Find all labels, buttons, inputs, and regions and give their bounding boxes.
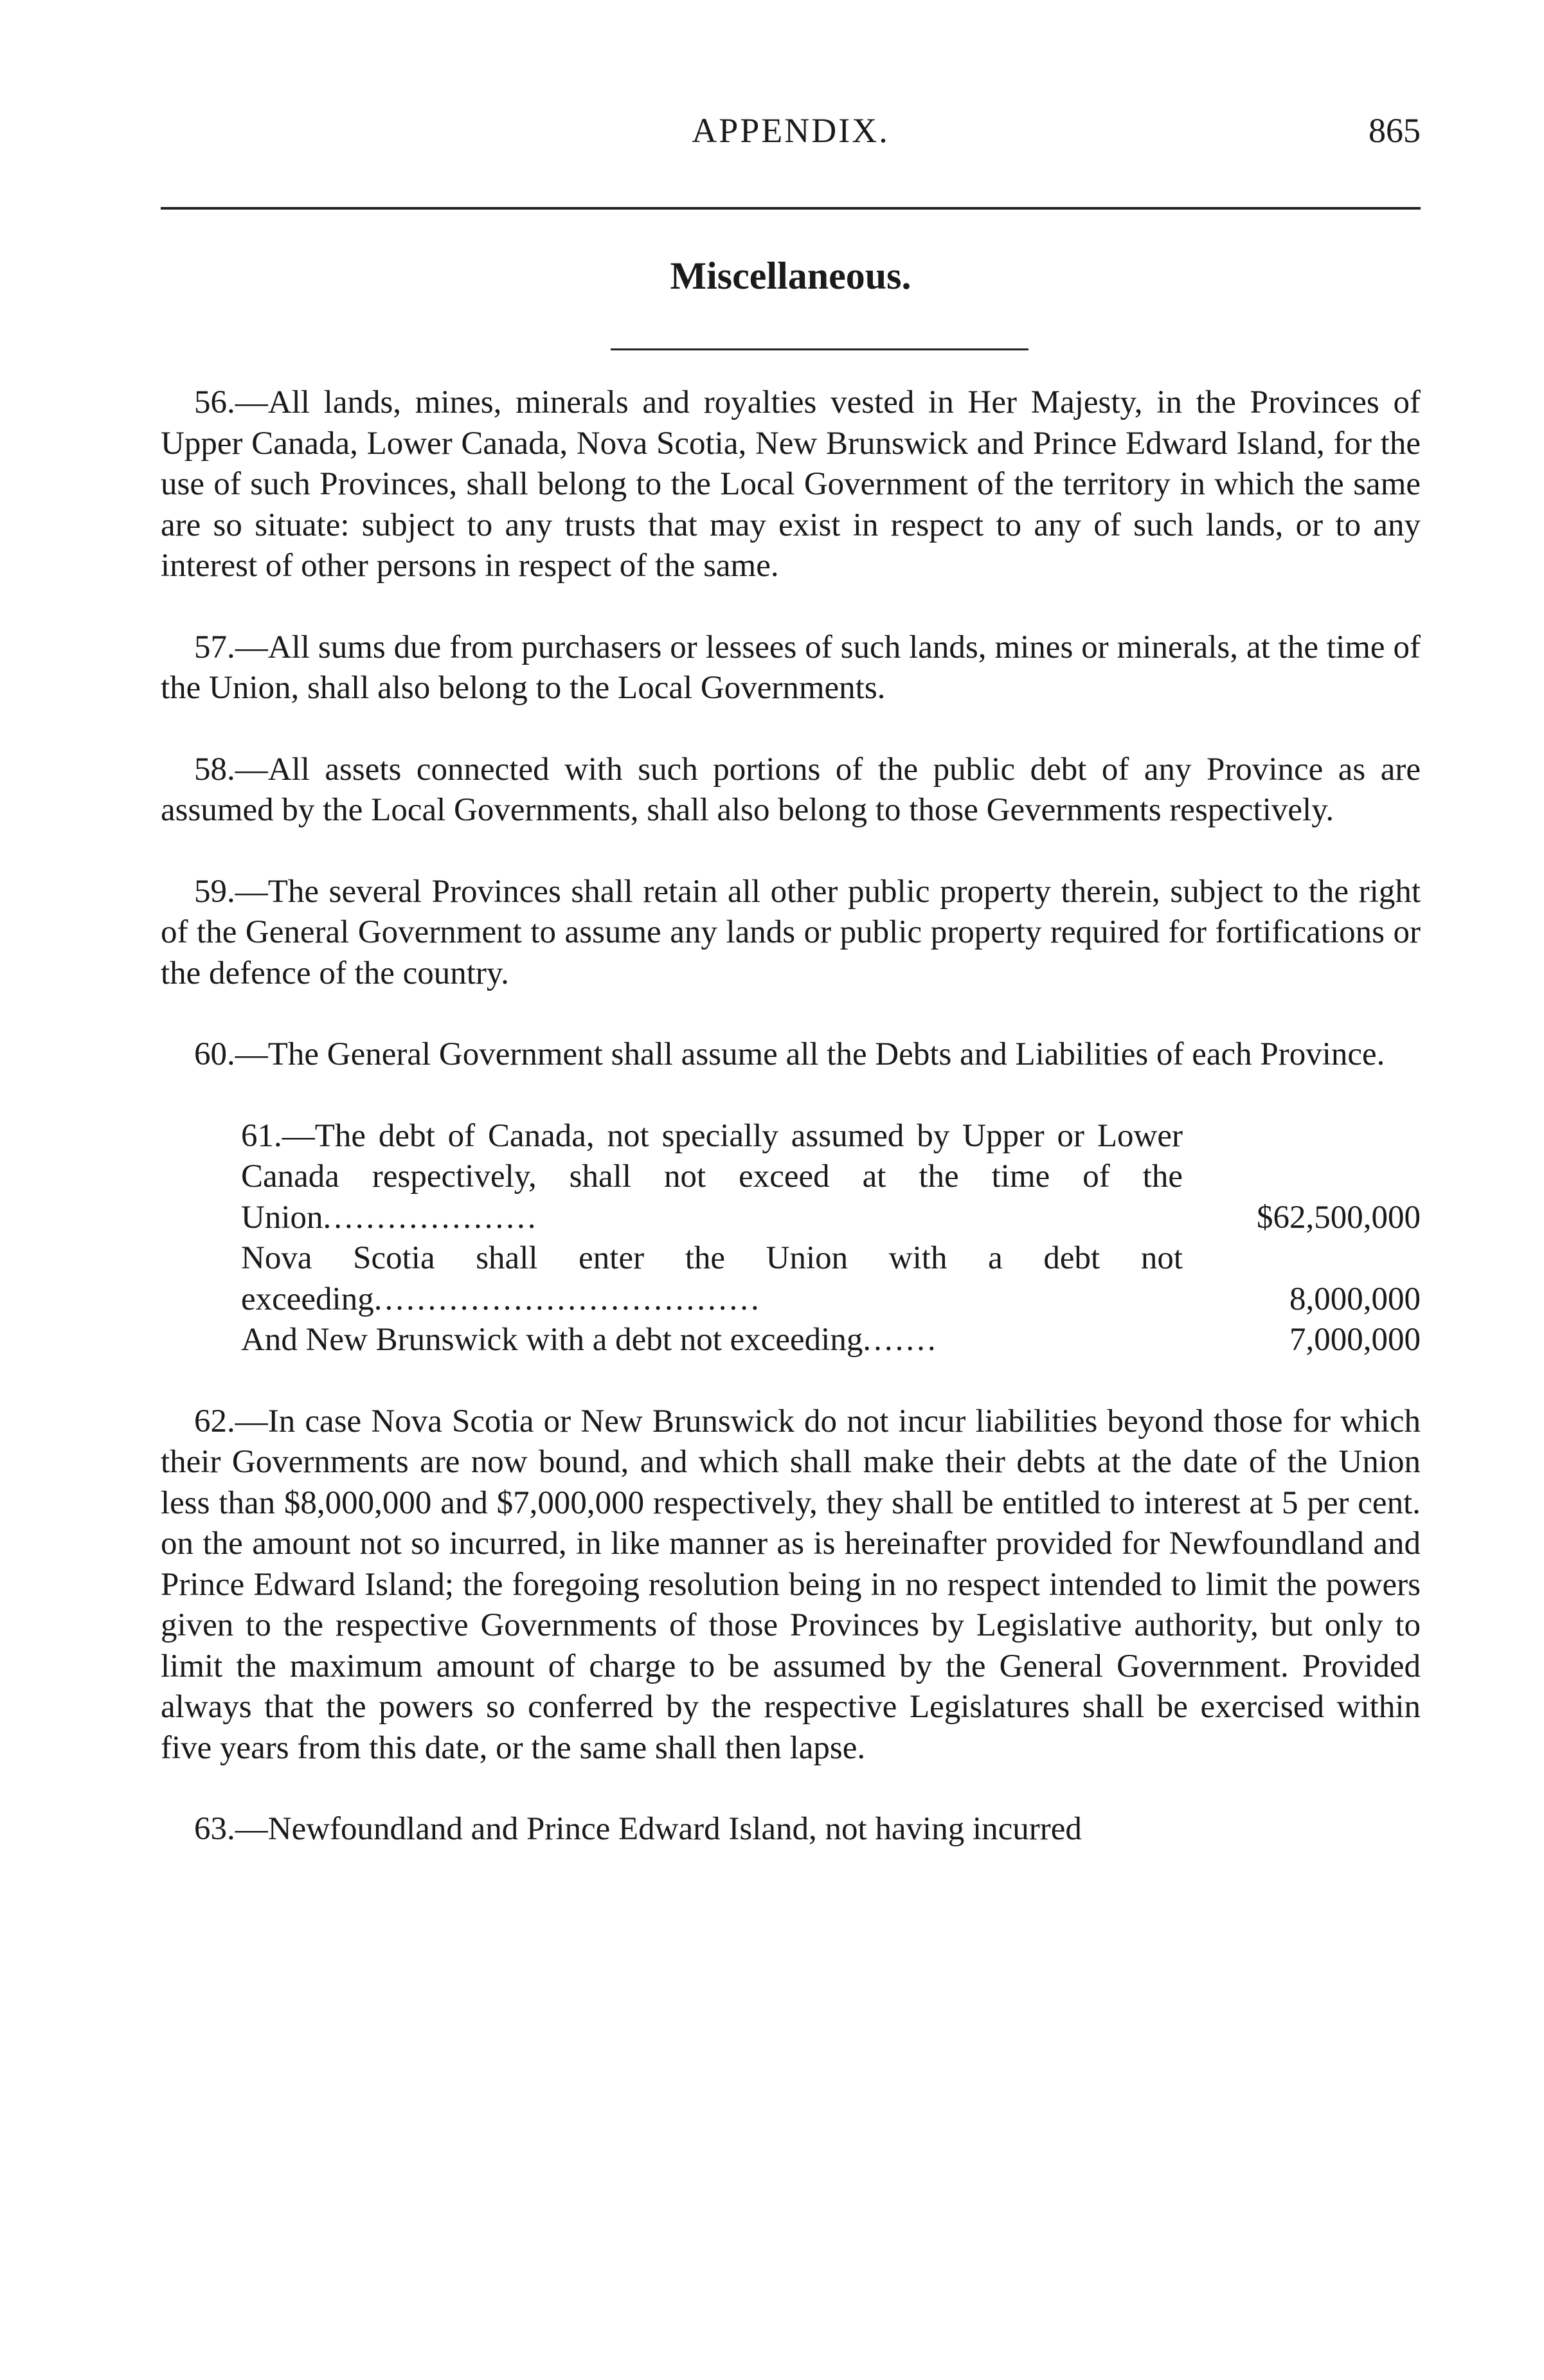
- running-title: APPENDIX.: [692, 111, 890, 150]
- paragraph-text: —All assets connected with such portions of the public debt of any Province as are assumed by the Local Governments, shall also belong to those Gevernments respectively.: [161, 751, 1421, 828]
- debt-description: [241, 1320, 1183, 1361]
- leader-dots: ....................................: [373, 1281, 762, 1317]
- debt-row-nova-scotia: [241, 1238, 1421, 1320]
- paragraph-number: 59.: [194, 873, 235, 910]
- debt-text: —The debt of Canada, not specially assumed by Upper or Lower Canada respectively, shall not exceed at the time of the Union: [241, 1117, 1183, 1236]
- leader-dots: .......: [863, 1322, 938, 1358]
- header-rule: [161, 207, 1421, 210]
- debt-amount: 7,000,000: [1289, 1322, 1421, 1358]
- paragraph-text: —In case Nova Scotia or New Brunswick do not incur liabilities beyond those for which their Governments are now bound, and which shall make their debts at the date of the Union less than $8,000,000 and $7,000,000 respectively, they shall be entitled to interest at 5 per cent. on the amount not so incurred, in like manner as is hereinafter provided for Newfoundland and Prince Edward Island; the foregoing resolution being in no respect intended to limit the powers given to the respective Governments of those Provinces by Legislative authority, but only to limit the maximum amount of charge to be assumed by the General Government. Provided always that the powers so conferred by the respective Legislatures shall be exercised within five years from this date, or the same shall then lapse.: [161, 1403, 1421, 1766]
- paragraph-text: —All sums due from purchasers or lessees of such lands, mines or minerals, at the time of the Union, shall also belong to the Local Governments.: [161, 629, 1421, 706]
- paragraph-58: [161, 750, 1421, 831]
- paragraph-number: 62.: [194, 1403, 235, 1439]
- paragraph-text: —All lands, mines, minerals and royalties vested in Her Majesty, in the Provinces of Upper Canada, Lower Canada, Nova Scotia, New Brunswick and Prince Edward Island, for the use of such Provinces, shall belong to the Local Government of the territory in which the same are so situate: subject to any trusts that may exist in respect to any of such lands, or to any interest of other persons in respect of the same.: [161, 384, 1421, 584]
- section-title: Miscellaneous.: [670, 255, 911, 297]
- paragraph-59: [161, 872, 1421, 995]
- debts-table: [161, 1116, 1421, 1361]
- paragraph-63: [161, 1809, 1421, 1850]
- leader-dots: ....................: [323, 1199, 539, 1236]
- section-rule: [611, 348, 1028, 350]
- debt-description: [241, 1238, 1183, 1320]
- paragraph-text: —The General Government shall assume all the Debts and Liabilities of each Province.: [235, 1036, 1385, 1072]
- paragraph-number: 60.: [194, 1036, 235, 1072]
- paragraph-number: 56.: [194, 384, 235, 420]
- paragraph-number: 63.: [194, 1811, 235, 1847]
- debt-amount: $62,500,000: [1257, 1199, 1421, 1236]
- body-text: [161, 383, 1421, 1891]
- paragraph-57: [161, 627, 1421, 709]
- running-header: [161, 111, 1421, 162]
- debt-row-new-brunswick: [241, 1320, 1421, 1361]
- debt-amount: 8,000,000: [1289, 1281, 1421, 1317]
- page-number: 865: [1369, 111, 1421, 150]
- debt-text: Nova Scotia shall enter the Union with a debt not exceeding: [241, 1240, 1183, 1317]
- debt-row-canada: [241, 1116, 1421, 1239]
- paragraph-number: 61.: [241, 1117, 282, 1154]
- paragraph-60: [161, 1034, 1421, 1076]
- paragraph-text: —The several Provinces shall retain all other public property therein, subject to the right of the General Government to assume any lands or public property required for fortifications or the defence of the country.: [161, 873, 1421, 991]
- paragraph-56: [161, 383, 1421, 587]
- paragraph-number: 57.: [194, 629, 235, 665]
- paragraph-number: 58.: [194, 751, 235, 788]
- paragraph-62: [161, 1402, 1421, 1769]
- debt-text: And New Brunswick with a debt not exceeding: [241, 1322, 863, 1358]
- paragraph-text: —Newfoundland and Prince Edward Island, not having incurred: [235, 1811, 1082, 1847]
- debt-description: [241, 1116, 1183, 1239]
